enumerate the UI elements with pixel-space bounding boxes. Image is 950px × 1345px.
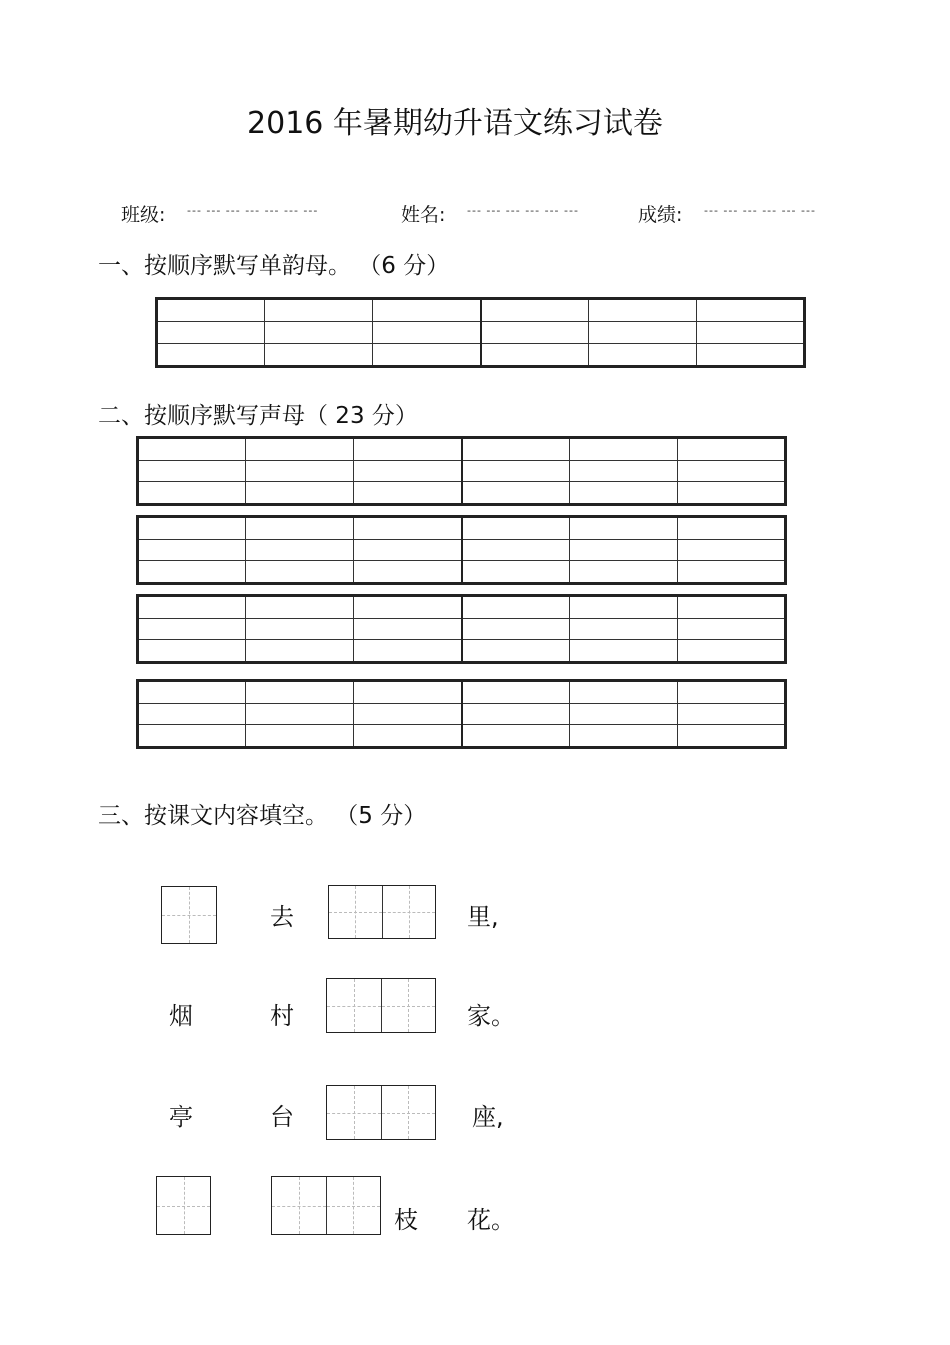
poem-char: 家。 bbox=[467, 1002, 515, 1030]
score-label: 成绩: bbox=[638, 204, 683, 226]
consonant-writing-grid-3[interactable] bbox=[136, 594, 787, 664]
poem-char: 亭 bbox=[169, 1103, 193, 1131]
tian-box-6[interactable] bbox=[271, 1176, 381, 1235]
class-field[interactable]: --- --- --- --- --- --- --- bbox=[187, 204, 319, 217]
poem-char: 花。 bbox=[467, 1206, 515, 1234]
poem-char: 去 bbox=[270, 903, 294, 931]
tian-box-2[interactable] bbox=[328, 885, 436, 939]
name-label: 姓名: bbox=[401, 204, 446, 226]
grid-row bbox=[138, 482, 786, 505]
tian-box-5[interactable] bbox=[156, 1176, 211, 1235]
grid-row bbox=[157, 343, 805, 366]
grid-row bbox=[138, 703, 786, 725]
poem-char: 台 bbox=[270, 1103, 294, 1131]
grid-row bbox=[157, 299, 805, 322]
grid-row bbox=[138, 681, 786, 704]
grid-row bbox=[138, 640, 786, 663]
grid-row bbox=[138, 561, 786, 584]
vowel-writing-grid[interactable] bbox=[155, 297, 806, 368]
section-2-heading: 二、按顺序默写声母（ 23 分） bbox=[98, 403, 418, 429]
grid-row bbox=[138, 438, 786, 461]
tian-box-1[interactable] bbox=[161, 886, 217, 944]
poem-char: 座, bbox=[472, 1103, 504, 1131]
consonant-writing-grid-4[interactable] bbox=[136, 679, 787, 749]
grid-row bbox=[138, 460, 786, 482]
poem-char: 烟 bbox=[169, 1002, 193, 1030]
name-field[interactable]: --- --- --- --- --- --- bbox=[467, 204, 579, 217]
score-field[interactable]: --- --- --- --- --- --- bbox=[704, 204, 816, 217]
consonant-writing-grid-1[interactable] bbox=[136, 436, 787, 506]
page-title: 2016 年暑期幼升语文练习试卷 bbox=[247, 106, 663, 141]
grid-row bbox=[138, 725, 786, 748]
grid-row bbox=[138, 596, 786, 619]
grid-row bbox=[138, 517, 786, 540]
tian-box-3[interactable] bbox=[326, 978, 436, 1033]
section-3-heading: 三、按课文内容填空。 （5 分） bbox=[98, 803, 427, 829]
class-label: 班级: bbox=[121, 204, 166, 226]
consonant-writing-grid-2[interactable] bbox=[136, 515, 787, 585]
section-1-heading: 一、按顺序默写单韵母。 （6 分） bbox=[98, 253, 450, 279]
poem-char: 枝 bbox=[394, 1206, 418, 1234]
poem-char: 里, bbox=[467, 903, 499, 931]
grid-row bbox=[157, 322, 805, 344]
tian-box-4[interactable] bbox=[326, 1085, 436, 1140]
grid-row bbox=[138, 618, 786, 640]
poem-char: 村 bbox=[270, 1002, 294, 1030]
grid-row bbox=[138, 539, 786, 561]
